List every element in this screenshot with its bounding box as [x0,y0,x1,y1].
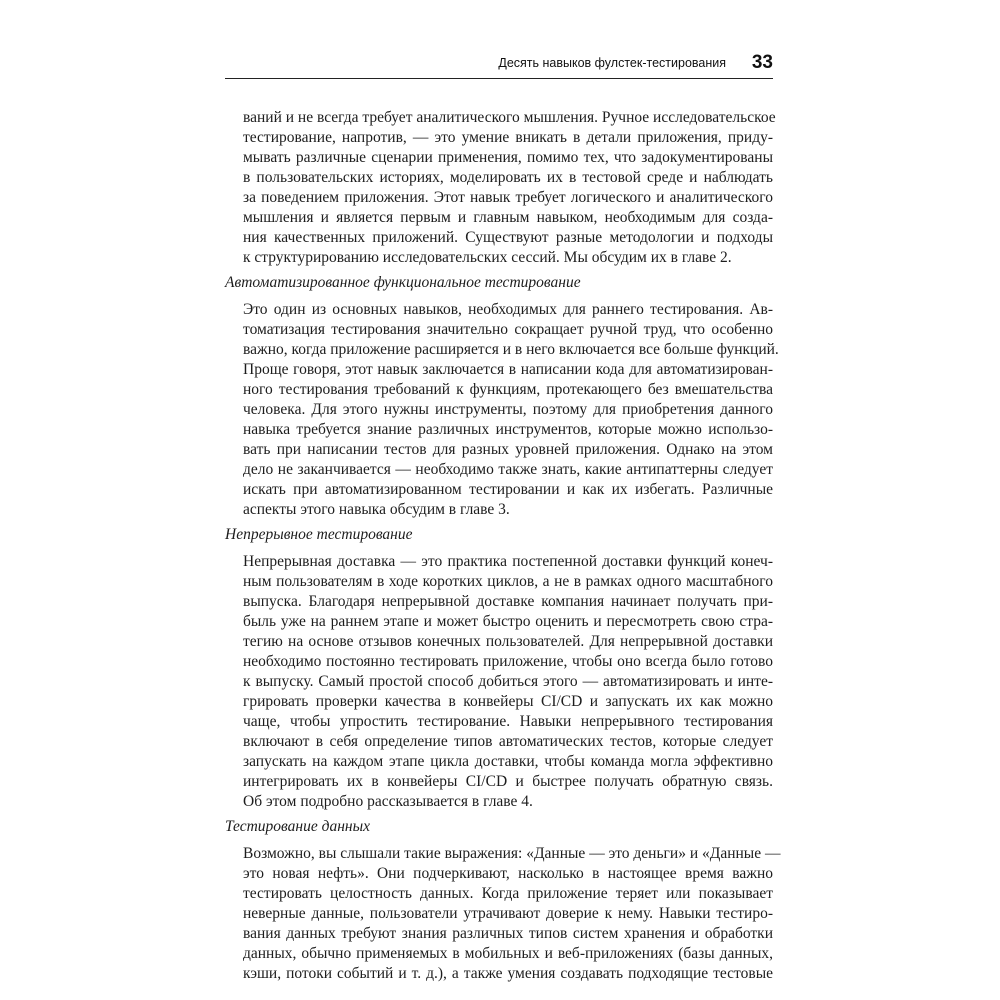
text-line: за поведением приложения. Этот навык требует логического и аналитического [243,189,773,206]
text-line: ного тестирования требований к функциям, протекающего без вмешательства [243,381,773,398]
section-heading: Автоматизированное функциональное тестирование [225,274,581,291]
page-number: 33 [751,52,773,73]
text-line: искать при автоматизированном тестировании и как их избегать. Различные [243,481,773,498]
text-line: данных, обычно применяемых в мобильных и веб-приложениях (базы данных, [243,945,773,962]
text-line: тегию на основе отзывов конечных пользователей. Для непрерывной доставки [243,633,773,650]
text-line: в пользовательских историях, моделировать их в тестовой среде и наблюдать [243,169,773,186]
section-heading: Непрерывное тестирование [225,526,413,543]
text-line: ния качественных приложений. Существуют разные методологии и подходы [243,229,773,246]
text-line: к структурированию исследовательских сессий. Мы обсудим их в главе 2. [243,249,732,266]
text-line: Возможно, вы слышали такие выражения: «Данные — это деньги» и «Данные — [243,845,781,862]
text-line: кэши, потоки событий и т. д.), а также умения создавать подходящие тестовые [243,965,773,982]
text-line: вать при написании тестов для разных уровней приложения. Однако на этом [243,441,773,458]
text-line: Непрерывная доставка — это практика постепенной доставки функций конеч- [243,553,773,570]
text-line: запускать на каждом этапе цикла доставки, чтобы команда могла эффективно [243,753,773,770]
text-line: томатизация тестирования значительно сокращает ручной труд, что особенно [243,321,773,338]
text-line: Об этом подробно рассказывается в главе 4. [243,793,533,810]
text-line: быль уже на раннем этапе и может быстро оценить и пересмотреть свою стра- [243,613,773,630]
text-line: человека. Для этого нужны инструменты, поэтому для приобретения данного [243,401,773,418]
text-line: мышления и является первым и главным навыком, необходимым для созда- [243,209,773,226]
text-line: необходимо постоянно тестировать приложение, чтобы оно всегда было готово [243,653,773,670]
text-line: ваний и не всегда требует аналитического мышления. Ручное исследовательское [243,109,776,126]
text-line: аспекты этого навыка обсудим в главе 3. [243,501,510,518]
text-line: вания данных требуют знания различных типов систем хранения и обработки [243,925,773,942]
text-line: ным пользователям в ходе коротких циклов, а не в рамках одного масштабного [243,573,773,590]
text-line: важно, когда приложение расширяется и в него включается все больше функций. [243,341,779,358]
text-line: интегрировать их в конвейеры CI/CD и быстрее получать обратную связь. [243,773,773,790]
text-line: включают в себя определение типов автоматических тестов, которые следует [243,733,773,750]
text-line: к выпуску. Самый простой способ добиться этого — автоматизировать и инте- [243,673,773,690]
text-line: выпуска. Благодаря непрерывной доставке компания начинает получать при- [243,593,773,610]
text-line: грировать проверки качества в конвейеры CI/CD и запускать их как можно [243,693,773,710]
text-line: тестирование, напротив, — это умение вникать в детали приложения, приду- [243,129,773,146]
running-head [225,52,773,79]
text-line: неверные данные, пользователи утрачивают доверие к нему. Навыки тестиро- [243,905,773,922]
section-heading: Тестирование данных [225,818,370,835]
text-line: мывать различные сценарии применения, помимо тех, что задокументированы [243,149,773,166]
text-line: Это один из основных навыков, необходимых для раннего тестирования. Ав- [243,301,773,318]
text-line: навыка требуется знание различных инструментов, которые можно использо- [243,421,773,438]
text-line: чаще, чтобы упростить тестирование. Навыки непрерывного тестирования [243,713,773,730]
text-line: дело не заканчивается — необходимо также знать, какие антипаттерны следует [243,461,773,478]
text-line: тестировать целостность данных. Когда приложение теряет или показывает [243,885,773,902]
text-line: Проще говоря, этот навык заключается в написании кода для автоматизирован- [243,361,773,378]
text-line: это новая нефть». Они подчеркивают, насколько в настоящее время важно [243,865,773,882]
running-head-title: Десять навыков фулстек-тестирования [498,56,726,70]
